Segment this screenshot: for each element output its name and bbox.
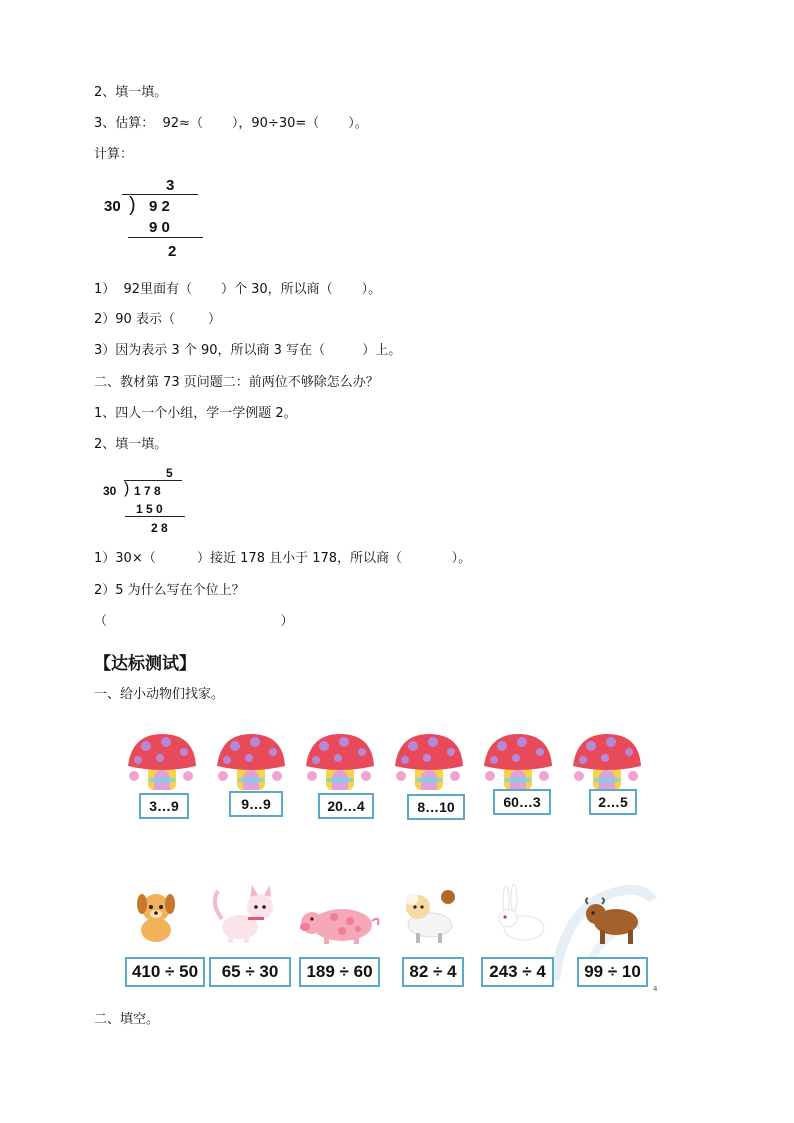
- page-mark: 4: [653, 985, 658, 993]
- text-r1: 1）30×（ ）接近 178 且小于 178，所以商（ ）。: [94, 551, 472, 566]
- mushroom-house-icon: [391, 732, 465, 792]
- mushroom-house-icon: [480, 732, 554, 792]
- mushroom-house-icon: [124, 732, 198, 792]
- subtract-line: [125, 516, 185, 517]
- product: 1 5 0: [136, 502, 163, 516]
- text-section-2: 二、教材第 73 页问题二：前两位不够除怎么办？: [94, 375, 379, 390]
- subtract-line: [128, 237, 203, 238]
- mushroom-house-icon: [302, 732, 376, 792]
- text-q1: 1） 92里面有（ ）个 30，所以商（ ）。: [94, 282, 382, 297]
- remainder: 2 8: [151, 521, 168, 535]
- remainder: 2: [168, 243, 177, 260]
- text-estimate: 3、估算： 92≈（ ），90÷30=（ ）。: [94, 116, 368, 131]
- division-bracket: ): [124, 480, 130, 497]
- text-find-home: 一、给小动物们找家。: [94, 687, 225, 702]
- animal-expr-cow: 99 ÷ 10: [577, 957, 648, 987]
- house-label: 3…9: [139, 793, 189, 819]
- house-label: 8…10: [407, 794, 465, 820]
- text-q2: 2）90 表示（ ）: [94, 312, 222, 327]
- text-section-2a: 1、四人一个小组，学一学例题 2。: [94, 406, 297, 421]
- cat-icon: [208, 883, 278, 945]
- quotient: 3: [166, 177, 175, 194]
- pig-icon: [298, 903, 382, 945]
- dog-icon: [132, 888, 180, 944]
- house-label: 9…9: [229, 791, 283, 817]
- sheep-icon: [398, 885, 464, 945]
- text-fill-in: 2、填一填。: [94, 85, 168, 100]
- animal-expr-rabbit: 243 ÷ 4: [481, 957, 554, 987]
- text-r3: （ ）: [94, 614, 294, 629]
- dividend: 1 7 8: [134, 484, 161, 498]
- animal-expr-pig: 189 ÷ 60: [299, 957, 380, 987]
- text-r2: 2）5 为什么写在个位上？: [94, 583, 245, 598]
- divisor: 30: [104, 198, 121, 215]
- cow-icon: [582, 900, 644, 946]
- divisor: 30: [103, 484, 117, 498]
- text-section-2b: 2、填一填。: [94, 437, 168, 452]
- test-title: 【达标测试】: [94, 654, 196, 674]
- product: 9 0: [149, 219, 170, 236]
- house-label: 2…5: [589, 789, 637, 815]
- text-calc: 计算：: [94, 147, 134, 162]
- animal-expr-cat: 65 ÷ 30: [209, 957, 291, 987]
- mushroom-house-icon: [569, 732, 643, 792]
- quotient: 5: [166, 466, 173, 480]
- dividend: 9 2: [149, 198, 170, 215]
- animal-expr-dog: 410 ÷ 50: [125, 957, 205, 987]
- division-bar: [124, 480, 182, 481]
- house-label: 60…3: [493, 789, 551, 815]
- text-q3: 3）因为表示 3 个 90，所以商 3 写在（ ）上。: [94, 343, 402, 358]
- mushroom-house-icon: [213, 732, 287, 792]
- house-label: 20…4: [318, 793, 374, 819]
- division-bracket: ): [129, 194, 136, 216]
- animal-expr-sheep: 82 ÷ 4: [402, 957, 464, 987]
- text-fill-blanks: 二、填空。: [94, 1012, 160, 1027]
- rabbit-icon: [492, 884, 550, 944]
